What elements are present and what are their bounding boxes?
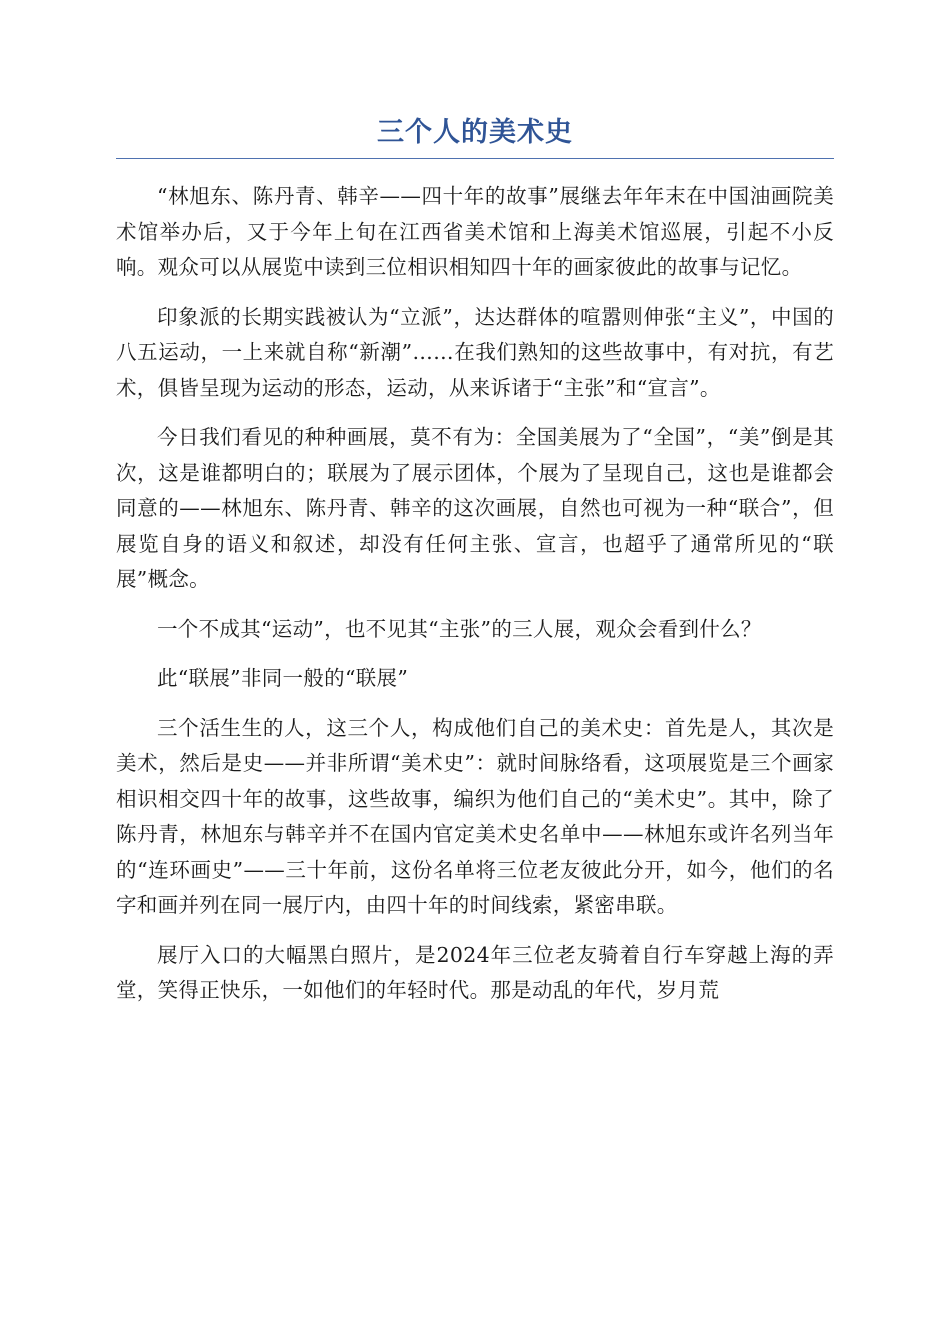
document-title: 三个人的美术史: [116, 110, 834, 159]
paragraph-1: “林旭东、陈丹青、韩辛——四十年的故事”展继去年年末在中国油画院美术馆举办后，又于今年上旬在江西省美术馆和上海美术馆巡展，引起不小反响。观众可以从展览中读到三位相识相知四十年的画家彼此的故事与记忆。: [116, 184, 834, 279]
paragraph-4: 一个不成其“运动”，也不见其“主张”的三人展，观众会看到什么？: [157, 616, 762, 641]
paragraph-3: 今日我们看见的种种画展，莫不有为：全国美展为了“全国”，“美”倒是其次，这是谁都明白的；联展为了展示团体，个展为了呈现自己，这也是谁都会同意的——林旭东、陈丹青、韩辛的这次画展，自然也可视为一种“联合”，但展览自身的语义和叙述，却没有任何主张、宣言，也超乎了通常所见的“联展”概念。: [116, 425, 834, 591]
document-body: [116, 179, 834, 1009]
paragraph-6: 展厅入口的大幅黑白照片，是2024年三位老友骑着自行车穿越上海的弄堂，笑得正快乐，一如他们的年轻时代。那是动乱的年代，岁月荒: [116, 942, 834, 1002]
paragraph-2: 印象派的长期实践被认为“立派”，达达群体的喧嚣则伸张“主义”，中国的八五运动，一上来就自称“新潮”……在我们熟知的这些故事中，有对抗，有艺术，俱皆呈现为运动的形态，运动，从来诉诸于“主张”和“宣言”。: [116, 304, 834, 400]
document-page: [116, 110, 834, 1023]
paragraph-5: 三个活生生的人，这三个人，构成他们自己的美术史：首先是人，其次是美术，然后是史——并非所谓“美术史”：就时间脉络看，这项展览是三个画家相识相交四十年的故事，这些故事，编织为他们自己的“美术史”。其中，除了陈丹青，林旭东与韩辛并不在国内官定美术史名单中——林旭东或许名列当年的“连环画史”——三十年前，这份名单将三位老友彼此分开，如今，他们的名字和画并列在同一展厅内，由四十年的时间线索，紧密串联。: [116, 715, 834, 917]
section-heading: 此“联展”非同一般的“联展”: [157, 666, 409, 690]
